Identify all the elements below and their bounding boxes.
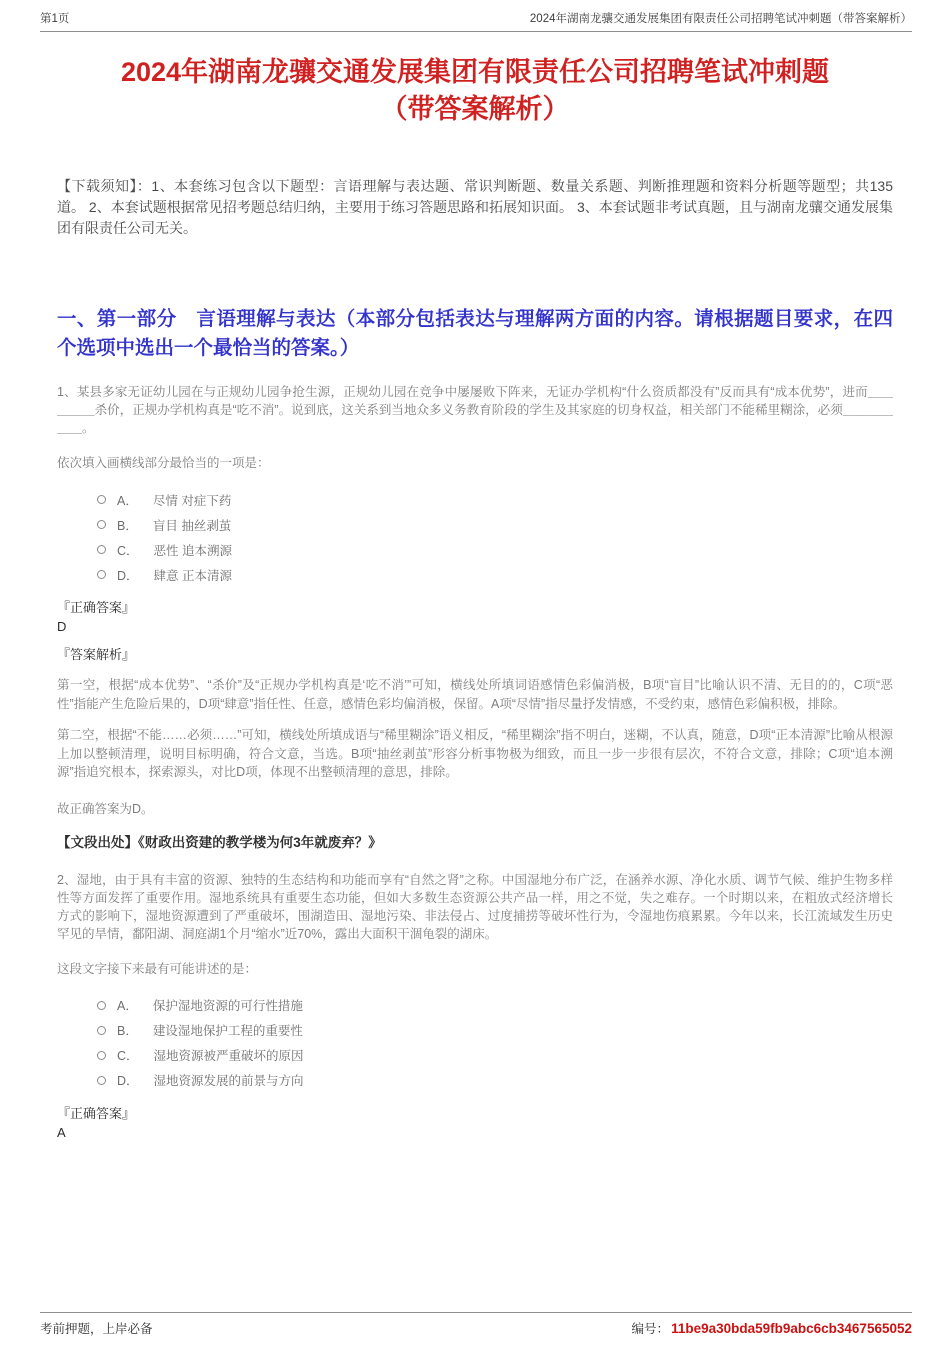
option-row (97, 1018, 893, 1043)
source-line: 【文段出处】《财政出资建的教学楼为何3年就废弃？》 (57, 834, 382, 850)
page-footer (40, 1312, 912, 1337)
page-content (57, 46, 893, 1140)
footer-code-group (632, 1319, 912, 1337)
question-prompt: 依次填入画横线部分最恰当的一项是： (57, 456, 270, 470)
option-radio[interactable] (97, 1051, 106, 1060)
page-number-label: 第1页 (40, 13, 70, 25)
option-radio[interactable] (97, 520, 106, 529)
option-key: B． (117, 1024, 138, 1038)
page-header (40, 10, 912, 32)
footer-slogan: 考前押题，上岸必备 (40, 1322, 153, 1336)
option-key: A． (117, 493, 138, 508)
option-label: 恶性 追本溯源 (153, 543, 233, 558)
option-key: B． (117, 518, 138, 533)
question-stem: 2、湿地，由于具有丰富的资源、独特的生态结构和功能而享有“自然之肾”之称。中国湿地分布广泛，在涵养水源、净化水质、调节气候、维护生物多样性等方面发挥了重要作用。湿地系统具有重要生态功能，但如大多数生态资源公共产品一样，用之不觉，失之难存。一个时期以来，在粗放式经济增长方式的影响下，湿地资源遭到了严重破坏，围湖造田、湿地污染、非法侵占、过度捕捞等破坏性行为，令湿地伤痕累累。今年以来，长江流域发生历史罕见的旱情，鄱阳湖、洞庭湖1个月“缩水”近70%，露出大面积干涸龟裂的湖床。 (57, 872, 893, 941)
code-label: 编号： (631, 1322, 670, 1336)
correct-answer-value: A (57, 1124, 66, 1140)
option-key: D． (117, 568, 139, 583)
option-row (97, 512, 893, 537)
download-notice: 【下载须知】：1、本套练习包含以下题型：言语理解与表达题、常识判断题、数量关系题、判断推理题和资料分析题等题型；共135道。 2、本套试题根据常见招考题总结归纳，主要用于练习答题思路和拓展知识面。 3、本套试题非考试真题，且与湖南龙骧交通发展集团有限责任公司无关。 (57, 178, 893, 236)
option-row (97, 537, 893, 562)
options-list (97, 487, 893, 587)
correct-answer-marker: 『正确答案』 (57, 600, 136, 615)
option-label: 尽情 对症下药 (152, 493, 232, 508)
question-stem: 1、某县多家无证幼儿园在与正规幼儿园争抢生源，正规幼儿园在竞争中屡屡败下阵来，无证办学机构“什么资质都没有”反而具有“成本优势”，进而＿＿＿＿＿杀价，正规办学机构真是“吃不消”。说到底，这关系到当地众多义务教育阶段的学生及其家庭的切身权益，相关部门不能稀里糊涂，必须＿＿＿＿＿＿。 (57, 385, 893, 435)
option-radio[interactable] (97, 1001, 106, 1010)
analysis-marker: 『答案解析』 (57, 647, 136, 662)
document-title-line2: （带答案解析） (380, 94, 570, 124)
document-title (57, 54, 893, 128)
option-label: 湿地资源被严重破坏的原因 (153, 1049, 304, 1063)
option-row (97, 1043, 893, 1068)
option-radio[interactable] (97, 570, 106, 579)
option-key: A． (117, 999, 138, 1013)
option-row (97, 487, 893, 512)
doc-code: 11be9a30bda59fb9abc6cb3467565052 (671, 1321, 912, 1336)
option-label: 保护湿地资源的可行性措施 (152, 999, 303, 1013)
option-label: 盲目 抽丝剥茧 (152, 518, 232, 533)
option-label: 湿地资源发展的前景与方向 (153, 1074, 304, 1088)
option-label: 建设湿地保护工程的重要性 (152, 1024, 303, 1038)
options-list (97, 993, 893, 1093)
option-radio[interactable] (97, 1076, 106, 1085)
section-heading: 一、第一部分 言语理解与表达（本部分包括表达与理解两方面的内容。请根据题目要求，在四个选项中选出一个最恰当的答案。） (57, 308, 893, 359)
analysis-paragraph: 第一空，根据“成本优势”、“杀价”及“正规办学机构真是‘吃不消’”可知，横线处所填词语感情色彩偏消极，B项“盲目”比喻认识不清、无目的的，C项“恶性”指能产生危险后果的，D项“肆意”指任性、任意，感情色彩均偏消极，保留。A项“尽情”指尽量抒发情感，不受约束，感情色彩偏积极，排除。 (57, 678, 893, 711)
option-key: D． (117, 1074, 139, 1088)
option-key: C． (117, 1049, 139, 1063)
option-label: 肆意 正本清源 (153, 568, 233, 583)
header-doc-title: 2024年湖南龙骧交通发展集团有限责任公司招聘笔试冲刺题（带答案解析） (529, 13, 912, 25)
option-row (97, 1068, 893, 1093)
option-radio[interactable] (97, 545, 106, 554)
document-title-line1: 2024年湖南龙骧交通发展集团有限责任公司招聘笔试冲刺题 (120, 57, 830, 87)
option-row (97, 562, 893, 587)
option-row (97, 993, 893, 1018)
option-key: C． (117, 543, 139, 558)
option-radio[interactable] (97, 1026, 106, 1035)
correct-answer-value: D (57, 619, 67, 634)
correct-answer-marker: 『正确答案』 (57, 1105, 136, 1121)
question-prompt: 这段文字接下来最有可能讲述的是： (57, 961, 258, 976)
analysis-conclusion: 故正确答案为D。 (57, 801, 154, 816)
option-radio[interactable] (97, 495, 106, 504)
analysis-paragraph: 第二空，根据“不能……必须……”可知，横线处所填成语与“稀里糊涂”语义相反，“稀里糊涂”指不明白，迷糊，不认真，随意，D项“正本清源”比喻从根源上加以整顿清理，说明目标明确，符合文意，当选。B项“抽丝剥茧”形容分析事物极为细致，而且一步一步很有层次，不符合文意，排除；C项“追本溯源”指追究根本，探索源头，对比D项，体现不出整顿清理的意思，排除。 (57, 728, 893, 779)
